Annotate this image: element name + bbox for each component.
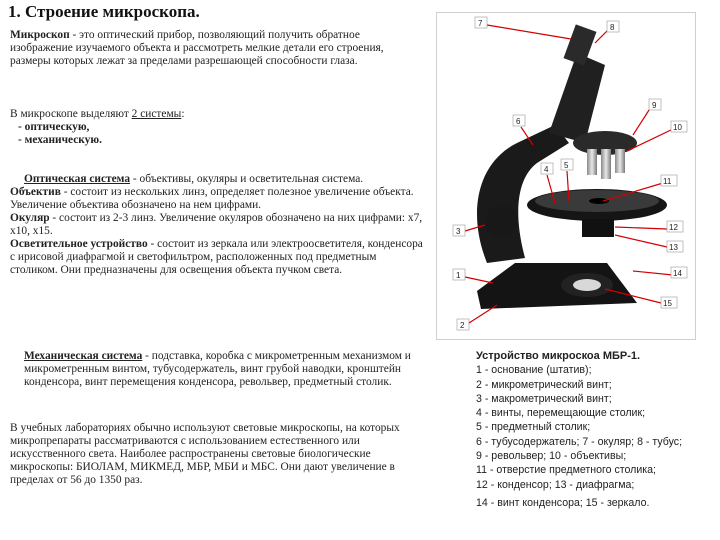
label-13: 13 [669,243,678,252]
legend-item: 6 - тубусодержатель; 7 - окуляр; 8 - тубус; [476,435,683,448]
legend-item: 9 - револьвер; 10 - объективы; [476,450,627,463]
microscope-figure [436,12,696,340]
condenser [582,219,614,237]
term-eyepiece: Окуляр [10,212,50,224]
term-microscope: Микроскоп [10,29,70,41]
coarse-knob [485,205,517,237]
text-block-3 [10,173,424,277]
microscope-tube [549,53,605,143]
text-block-1 [10,29,424,68]
mechanical-system-text: - подставка, коробка с микрометренным механизмом и микрометренным винтом, тубусодержатель, винт грубой наводки, кронштейн конденсора, винт перемещения конденсора, револьвер, предметный столик. [24,350,411,388]
system-item-mechanical: - механическую. [18,134,102,146]
optical-system-text: - объективы, окуляры и осветительная система. [130,173,364,185]
eyepiece-text: - состоит из 2-3 линз. Увеличение окуляров обозначено на них цифрами: х7, х10, х15. [10,212,423,237]
microscope-illustration [437,13,695,339]
system-item-optical: - оптическую, [18,121,90,133]
objective-text: - состоит из нескольких линз, определяет полезное увеличение объекта. Увеличение объектива обозначено на нем цифрами. [10,186,414,211]
label-8: 8 [610,23,615,32]
label-6: 6 [516,117,521,126]
microscope-definition: - это оптический прибор, позволяющий получить обратное изображение изучаемого объекта и рассмотреть мелкие детали его строения, размеры которых лежат за пределами разрешающей способности глаза. [10,29,384,67]
figure-legend [476,349,712,510]
legend-item: 2 - микрометрический винт; [476,378,612,391]
page-title: 1. Строение микроскопа. [8,2,200,21]
label-9: 9 [652,101,657,110]
term-optical-system: Оптическая система [24,173,131,185]
systems-count: 2 системы [131,108,182,120]
stage-hole [589,198,609,204]
term-mechanical-system: Механическая система [24,350,143,362]
illumination-text: - состоит из зеркала или электроосветителя, конденсора с ирисовой диафрагмой и светофильтром, расположенных под предметным столиком. Они предназначены для освещения объекта пучком света. [10,238,423,276]
label-3: 3 [456,227,461,236]
label-5: 5 [564,161,569,170]
label-2: 2 [460,321,465,330]
systems-colon: : [181,108,185,120]
label-15: 15 [663,299,672,308]
label-7: 7 [478,19,483,28]
text-block-5 [10,422,424,487]
label-4: 4 [544,165,549,174]
label-10: 10 [673,123,682,132]
systems-intro: В микроскопе выделяют [10,108,132,120]
legend-item: 1 - основание (штатив); [476,364,592,377]
objective-3 [615,149,625,173]
label-14: 14 [673,269,682,278]
legend-item: 4 - винты, перемещающие столик; [476,407,646,420]
legend-item: 11 - отверстие предметного столика; [476,464,656,477]
legend-item: 3 - макрометрический винт; [476,392,612,405]
legend-title: Устройство микроскоа МБР-1. [476,350,641,362]
term-illumination: Осветительное устройство [10,238,148,250]
label-12: 12 [669,223,678,232]
label-11: 11 [663,177,672,186]
legend-item: 5 - предметный столик; [476,421,591,434]
microscope-base [477,263,637,309]
label-1: 1 [456,271,461,280]
legend-item: 14 - винт конденсора; 15 - зеркало. [476,496,650,509]
objective-2 [601,149,611,179]
text-block-2 [10,108,424,147]
legend-item: 12 - конденсор; 13 - диафрагма; [476,478,635,491]
labs-text: В учебных лабораториях обычно используют световые микроскопы, на которых микропрепараты рассматриваются с использованием естественного или искусственного света. Наиболее распространены световые биологические микроскопы: БИОЛАМ, МИКМЕД, МБР, МБИ и МБС. Они дают увеличение в пределах от 56 до 1350 раз. [10,422,400,486]
text-block-4 [10,350,424,389]
term-objective: Объектив [10,186,61,198]
objective-1 [587,149,597,175]
